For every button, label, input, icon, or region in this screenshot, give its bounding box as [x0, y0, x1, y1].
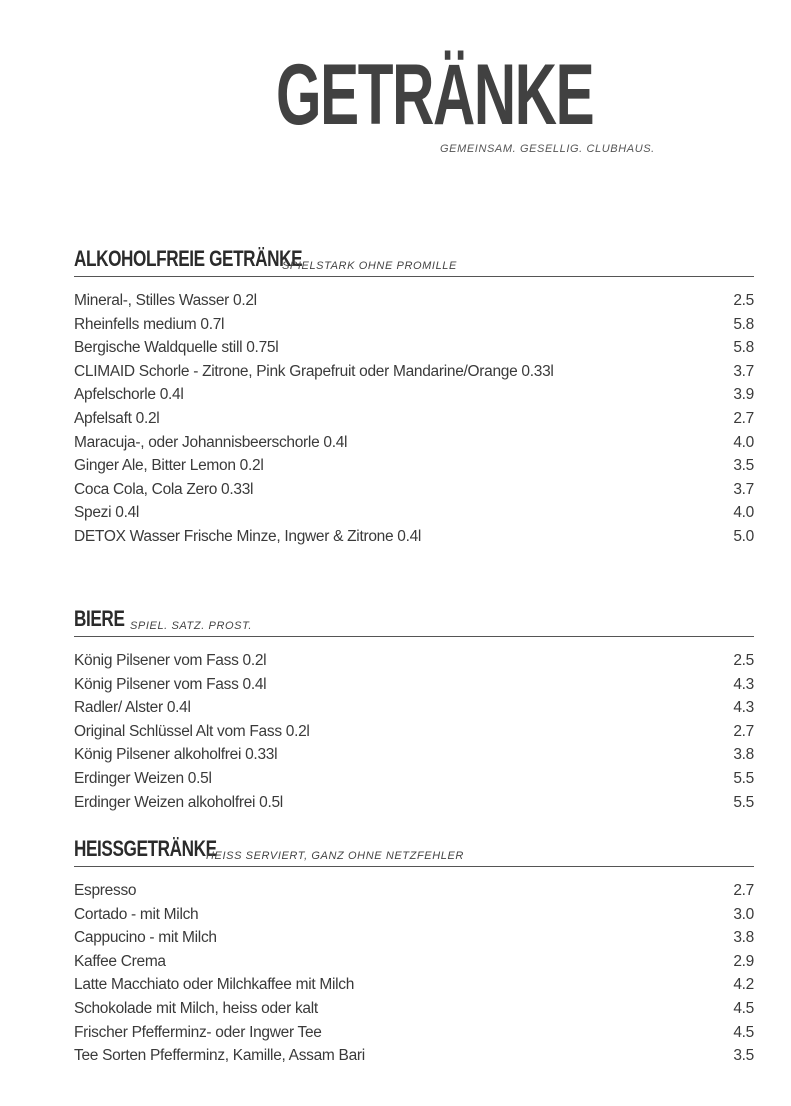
item-name: Original Schlüssel Alt vom Fass 0.2l [74, 722, 310, 740]
menu-item [74, 652, 754, 676]
menu-item [74, 316, 754, 340]
item-price: 2.5 [733, 652, 754, 669]
page-tagline: GEMEINSAM. GESELLIG. CLUBHAUS. [440, 143, 655, 155]
item-price: 2.5 [733, 292, 754, 309]
item-price: 3.5 [733, 1047, 754, 1065]
menu-item [74, 339, 754, 363]
section-subtitle: HEISS SERVIERT, GANZ OHNE NETZFEHLER [206, 850, 464, 862]
item-price: 5.5 [733, 769, 754, 787]
section-divider [74, 866, 754, 867]
section-alkoholfreie-getraenke [74, 246, 754, 552]
menu-item [74, 882, 754, 906]
menu-item [74, 504, 754, 528]
item-name: Kaffee Crema [74, 952, 166, 970]
item-name: Latte Macchiato oder Milchkaffee mit Milch [74, 976, 355, 994]
section-title: ALKOHOLFREIE GETRÄNKE [74, 246, 303, 271]
menu-item [74, 723, 754, 747]
item-price: 4.5 [733, 1023, 754, 1041]
section-title: HEISSGETRÄNKE [74, 836, 217, 861]
item-name: Apfelsaft 0.2l [74, 409, 160, 427]
section-header [74, 836, 754, 862]
section-biere [74, 606, 754, 817]
menu-item [74, 434, 754, 458]
item-name: Bergische Waldquelle still 0.75l [74, 339, 279, 357]
item-name: König Pilsener vom Fass 0.4l [74, 675, 267, 693]
section-divider [74, 636, 754, 637]
item-price: 5.0 [733, 527, 754, 545]
item-price: 2.7 [733, 409, 754, 427]
menu-item [74, 457, 754, 481]
item-name: CLIMAID Schorle - Zitrone, Pink Grapefruit oder Mandarine/Orange 0.33l [74, 362, 554, 380]
section-title: BIERE [74, 606, 125, 631]
section-header [74, 246, 754, 272]
item-price: 3.7 [733, 480, 754, 498]
menu-item [74, 770, 754, 794]
menu-item [74, 794, 754, 818]
menu-item [74, 676, 754, 700]
item-price: 2.7 [733, 882, 754, 899]
section-heissgetraenke [74, 836, 754, 1071]
item-name: Erdinger Weizen alkoholfrei 0.5l [74, 793, 283, 811]
section-divider [74, 276, 754, 277]
item-name: König Pilsener alkoholfrei 0.33l [74, 746, 278, 764]
item-price: 2.9 [733, 952, 754, 970]
item-price: 4.3 [733, 699, 754, 717]
item-name: Ginger Ale, Bitter Lemon 0.2l [74, 457, 264, 475]
item-price: 3.9 [733, 386, 754, 404]
menu-item [74, 363, 754, 387]
menu-item [74, 386, 754, 410]
item-name: Rheinfells medium 0.7l [74, 315, 225, 333]
menu-item [74, 746, 754, 770]
item-price: 3.7 [733, 362, 754, 380]
menu-item [74, 292, 754, 316]
item-name: Spezi 0.4l [74, 504, 140, 522]
item-price: 5.8 [733, 315, 754, 333]
item-price: 5.5 [733, 793, 754, 811]
item-name: Cortado - mit Milch [74, 905, 199, 923]
item-name: Espresso [74, 882, 137, 899]
item-name: DETOX Wasser Frische Minze, Ingwer & Zitrone 0.4l [74, 527, 422, 545]
item-name: Mineral-, Stilles Wasser 0.2l [74, 292, 257, 309]
item-price: 5.8 [733, 339, 754, 357]
menu-item [74, 953, 754, 977]
item-price: 3.5 [733, 457, 754, 475]
menu-item [74, 699, 754, 723]
item-price: 3.8 [733, 746, 754, 764]
item-price: 2.7 [733, 722, 754, 740]
menu-item [74, 528, 754, 552]
menu-list [74, 652, 754, 817]
item-name: König Pilsener vom Fass 0.2l [74, 652, 267, 669]
item-name: Cappucino - mit Milch [74, 929, 217, 947]
item-price: 4.2 [733, 976, 754, 994]
menu-list [74, 292, 754, 552]
item-name: Frischer Pfefferminz- oder Ingwer Tee [74, 1023, 322, 1041]
menu-item [74, 976, 754, 1000]
menu-item [74, 410, 754, 434]
section-header [74, 606, 754, 632]
item-name: Maracuja-, oder Johannisbeerschorle 0.4l [74, 433, 348, 451]
menu-list [74, 882, 754, 1071]
item-price: 3.8 [733, 929, 754, 947]
item-name: Tee Sorten Pfefferminz, Kamille, Assam Bari [74, 1047, 365, 1065]
menu-item [74, 906, 754, 930]
item-price: 4.3 [733, 675, 754, 693]
menu-item [74, 929, 754, 953]
menu-item [74, 1000, 754, 1024]
menu-item [74, 1024, 754, 1048]
item-price: 4.0 [733, 433, 754, 451]
menu-item [74, 481, 754, 505]
item-price: 4.5 [733, 999, 754, 1017]
page-title: GETRÄNKE [276, 47, 594, 143]
item-name: Apfelschorle 0.4l [74, 386, 184, 404]
item-price: 4.0 [733, 504, 754, 522]
item-name: Radler/ Alster 0.4l [74, 699, 191, 717]
item-name: Erdinger Weizen 0.5l [74, 769, 212, 787]
section-subtitle: SPIELSTARK OHNE PROMILLE [282, 260, 457, 272]
item-name: Schokolade mit Milch, heiss oder kalt [74, 999, 318, 1017]
section-subtitle: SPIEL. SATZ. PROST. [130, 620, 253, 632]
menu-item [74, 1047, 754, 1071]
item-price: 3.0 [733, 905, 754, 923]
item-name: Coca Cola, Cola Zero 0.33l [74, 480, 254, 498]
